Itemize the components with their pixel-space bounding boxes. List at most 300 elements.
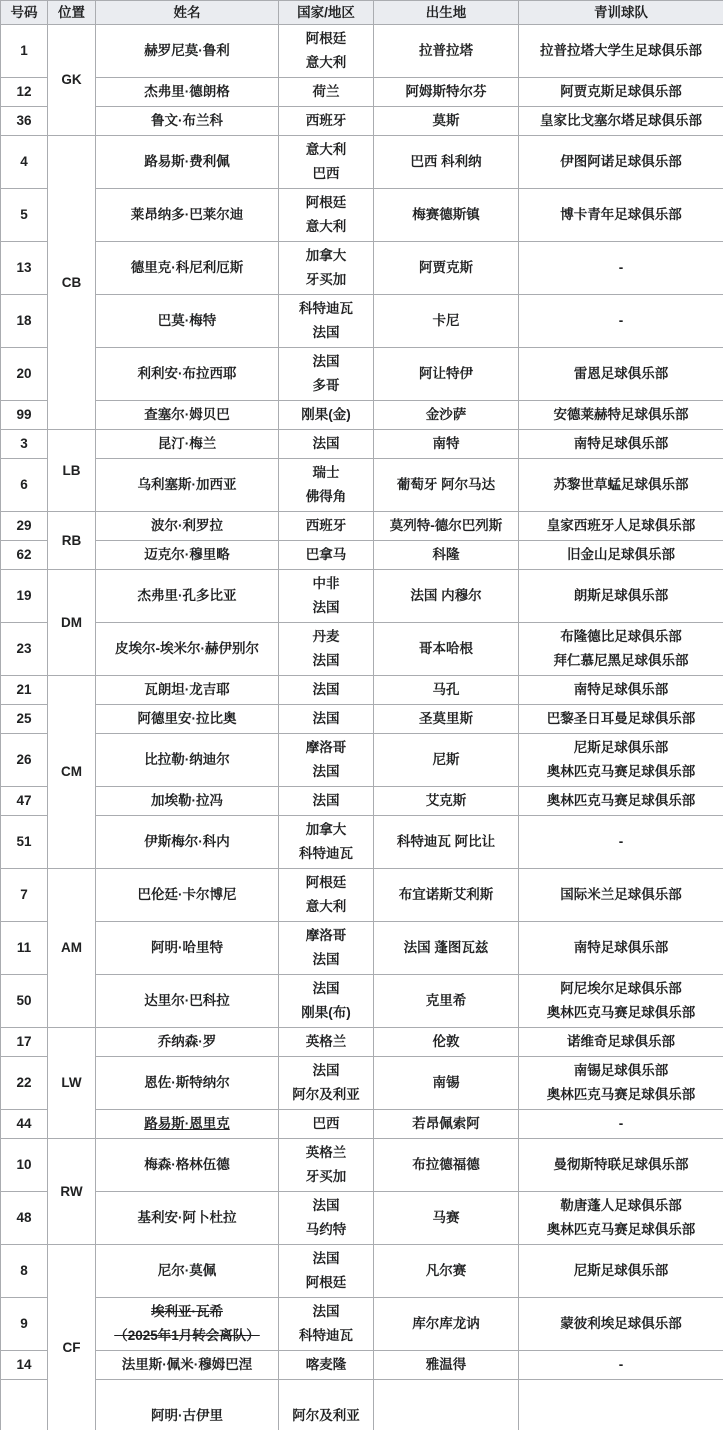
birthplace-cell: 梅赛德斯镇 <box>374 189 519 242</box>
player-row <box>1 136 723 189</box>
position-cell: CB <box>48 136 96 430</box>
youth-club-cell <box>519 1380 723 1430</box>
country-cell <box>279 512 374 541</box>
country-cell <box>279 459 374 512</box>
country-cell <box>279 816 374 869</box>
youth-club-cell-line: 尼斯足球俱乐部 <box>573 1263 669 1278</box>
col-header-position: 位置 <box>48 1 96 25</box>
birthplace-cell: 库尔库龙讷 <box>374 1298 519 1351</box>
birthplace-cell: 葡萄牙 阿尔马达 <box>374 459 519 512</box>
country-cell <box>279 25 374 78</box>
player-row <box>1 348 723 401</box>
youth-club-cell <box>519 459 723 512</box>
country-cell <box>279 242 374 295</box>
position-cell: LW <box>48 1028 96 1139</box>
youth-club-cell <box>519 1139 723 1192</box>
player-number: 23 <box>1 623 48 676</box>
player-row <box>1 623 723 676</box>
country-cell-line: 法国 <box>312 354 340 369</box>
youth-club-cell-line: - <box>618 313 624 328</box>
birthplace-cell: 阿贾克斯 <box>374 242 519 295</box>
youth-club-cell <box>519 676 723 705</box>
country-cell-line: 荷兰 <box>312 84 340 99</box>
player-number: 99 <box>1 401 48 430</box>
player-name-cell <box>96 1028 279 1057</box>
player-name-cell <box>96 734 279 787</box>
player-number: 36 <box>1 107 48 136</box>
player-row <box>1 570 723 623</box>
col-header-number: 号码 <box>1 1 48 25</box>
player-row <box>1 78 723 107</box>
player-number: 48 <box>1 1192 48 1245</box>
player-number: 19 <box>1 570 48 623</box>
youth-club-cell-line: 奥林匹克马赛足球俱乐部 <box>546 1087 696 1102</box>
youth-club-cell-line: 奥林匹克马赛足球俱乐部 <box>546 764 696 779</box>
youth-club-cell-line: 蒙彼利埃足球俱乐部 <box>560 1316 682 1331</box>
youth-club-cell <box>519 623 723 676</box>
player-name-cell <box>96 189 279 242</box>
country-cell-line: 法国 <box>312 1304 340 1319</box>
player-name-cell-line[interactable]: 路易斯·恩里克 <box>144 1116 230 1131</box>
player-row <box>1 1380 723 1430</box>
player-name-cell-line: 基利安·阿卜杜拉 <box>137 1210 237 1225</box>
youth-club-cell-line: 阿贾克斯足球俱乐部 <box>560 84 682 99</box>
player-name-cell <box>96 78 279 107</box>
birthplace-cell: 布拉德福德 <box>374 1139 519 1192</box>
player-row <box>1 295 723 348</box>
player-name-cell <box>96 922 279 975</box>
birthplace-cell: 科隆 <box>374 541 519 570</box>
position-cell: LB <box>48 430 96 512</box>
country-cell-line: 瑞士 <box>312 465 340 480</box>
player-name-cell-line: 路易斯·费利佩 <box>144 154 230 169</box>
youth-club-cell-line: 皇家西班牙人足球俱乐部 <box>546 518 696 533</box>
player-row <box>1 1139 723 1192</box>
player-name-cell-line: 伊斯梅尔·科内 <box>144 834 230 849</box>
birthplace-cell: 拉普拉塔 <box>374 25 519 78</box>
country-cell-line: 意大利 <box>305 899 347 914</box>
birthplace-cell: 若昂佩索阿 <box>374 1110 519 1139</box>
player-number: 44 <box>1 1110 48 1139</box>
player-row <box>1 734 723 787</box>
player-row <box>1 1057 723 1110</box>
player-name-cell <box>96 816 279 869</box>
youth-club-cell-line: 南特足球俱乐部 <box>573 436 669 451</box>
country-cell-line: 英格兰 <box>305 1145 347 1160</box>
player-name-cell-line: 迈克尔·穆里略 <box>144 547 230 562</box>
country-cell-line: 摩洛哥 <box>305 928 347 943</box>
birthplace-cell: 尼斯 <box>374 734 519 787</box>
player-name-cell <box>96 242 279 295</box>
country-cell-line: 法国 <box>312 682 340 697</box>
country-cell-line: 法国 <box>312 1251 340 1266</box>
birthplace-cell: 阿姆斯特尔芬 <box>374 78 519 107</box>
youth-club-cell-line: 皇家比戈塞尔塔足球俱乐部 <box>540 113 702 128</box>
country-cell-line: 法国 <box>312 600 340 615</box>
country-cell-line: 法国 <box>312 325 340 340</box>
player-name-cell <box>96 25 279 78</box>
country-cell-line: 佛得角 <box>305 489 347 504</box>
youth-club-cell <box>519 1057 723 1110</box>
position-cell: GK <box>48 25 96 136</box>
player-row <box>1 1298 723 1351</box>
country-cell <box>279 295 374 348</box>
youth-club-cell <box>519 1298 723 1351</box>
country-cell-line: 英格兰 <box>305 1034 347 1049</box>
country-cell-line: 科特迪瓦 <box>299 301 353 316</box>
country-cell-line: 西班牙 <box>305 518 347 533</box>
player-name-cell <box>96 401 279 430</box>
player-number: 17 <box>1 1028 48 1057</box>
player-row <box>1 512 723 541</box>
youth-club-cell-line: 旧金山足球俱乐部 <box>567 547 675 562</box>
player-number: 3 <box>1 430 48 459</box>
position-cell: RW <box>48 1139 96 1245</box>
youth-club-cell-line: 安德莱赫特足球俱乐部 <box>553 407 689 422</box>
player-number: 5 <box>1 189 48 242</box>
player-number: 14 <box>1 1351 48 1380</box>
country-cell-line: 巴西 <box>312 1116 340 1131</box>
country-cell-line: 摩洛哥 <box>305 740 347 755</box>
player-name-cell <box>96 512 279 541</box>
player-row <box>1 676 723 705</box>
youth-club-cell-line: 苏黎世草蜢足球俱乐部 <box>553 477 689 492</box>
player-name-cell-line: 比拉勒·纳迪尔 <box>144 752 230 767</box>
country-cell-line: 阿尔及利亚 <box>292 1407 360 1423</box>
youth-club-cell-line: 国际米兰足球俱乐部 <box>560 887 682 902</box>
youth-club-cell <box>519 242 723 295</box>
col-header-youth-club: 青训球队 <box>519 1 723 25</box>
player-name-cell-line: 阿明·哈里特 <box>151 940 223 955</box>
birthplace-cell: 南特 <box>374 430 519 459</box>
player-name-cell <box>96 623 279 676</box>
country-cell-line: 科特迪瓦 <box>299 1328 353 1343</box>
country-cell-line: 阿尔及利亚 <box>292 1087 360 1102</box>
country-cell-line: 法国 <box>312 952 340 967</box>
player-name-cell <box>96 459 279 512</box>
player-name-cell <box>96 1245 279 1298</box>
youth-club-cell <box>519 975 723 1028</box>
birthplace-cell: 科特迪瓦 阿比让 <box>374 816 519 869</box>
country-cell-line: 阿根廷 <box>305 31 347 46</box>
player-number: 6 <box>1 459 48 512</box>
player-number: 11 <box>1 922 48 975</box>
player-name-cell-line: 乔纳森·罗 <box>157 1034 217 1049</box>
player-name-cell-line: 巴莫·梅特 <box>157 313 217 328</box>
player-row <box>1 1028 723 1057</box>
col-header-country: 国家/地区 <box>279 1 374 25</box>
country-cell-line: 丹麦 <box>312 629 340 644</box>
player-number: 50 <box>1 975 48 1028</box>
youth-club-cell <box>519 136 723 189</box>
player-name-cell <box>96 676 279 705</box>
player-name-cell <box>96 1139 279 1192</box>
player-row <box>1 1245 723 1298</box>
player-row <box>1 459 723 512</box>
country-cell <box>279 734 374 787</box>
player-number: 9 <box>1 1298 48 1351</box>
country-cell-line: 中非 <box>312 576 340 591</box>
player-name-cell <box>96 975 279 1028</box>
country-cell <box>279 1057 374 1110</box>
player-number: 7 <box>1 869 48 922</box>
birthplace-cell: 圣莫里斯 <box>374 705 519 734</box>
player-number: 12 <box>1 78 48 107</box>
player-name-cell-line: 达里尔·巴科拉 <box>144 993 230 1008</box>
country-cell <box>279 869 374 922</box>
country-cell-line: 法国 <box>312 981 340 996</box>
player-name-cell <box>96 430 279 459</box>
country-cell <box>279 623 374 676</box>
player-name-cell-line: （2025年1月转会离队） <box>114 1328 260 1343</box>
col-header-name: 姓名 <box>96 1 279 25</box>
birthplace-cell: 哥本哈根 <box>374 623 519 676</box>
country-cell <box>279 1139 374 1192</box>
youth-club-cell <box>519 1245 723 1298</box>
youth-club-cell-line: 奥林匹克马赛足球俱乐部 <box>546 1005 696 1020</box>
player-number: 4 <box>1 136 48 189</box>
youth-club-cell <box>519 541 723 570</box>
player-name-cell-line: 皮埃尔-埃米尔·赫伊别尔 <box>115 641 259 656</box>
player-name-cell-line: 查塞尔·姆贝巴 <box>144 407 230 422</box>
country-cell <box>279 541 374 570</box>
youth-club-cell <box>519 107 723 136</box>
country-cell-line: 科特迪瓦 <box>299 846 353 861</box>
birthplace-cell: 莫斯 <box>374 107 519 136</box>
player-number: 29 <box>1 512 48 541</box>
youth-club-cell-line: 伊图阿诺足球俱乐部 <box>560 154 682 169</box>
player-row <box>1 1192 723 1245</box>
player-row <box>1 705 723 734</box>
col-header-birthplace: 出生地 <box>374 1 519 25</box>
player-name-cell <box>96 107 279 136</box>
youth-club-cell-line: 曼彻斯特联足球俱乐部 <box>553 1157 689 1172</box>
player-name-cell <box>96 1298 279 1351</box>
youth-club-cell-line: 南锡足球俱乐部 <box>573 1063 669 1078</box>
country-cell <box>279 189 374 242</box>
country-cell-line: 刚果(布) <box>301 1005 351 1020</box>
player-row <box>1 401 723 430</box>
country-cell-line: 加拿大 <box>305 248 347 263</box>
youth-club-cell-line: 阿尼埃尔足球俱乐部 <box>560 981 682 996</box>
youth-club-cell <box>519 512 723 541</box>
youth-club-cell-line: 博卡青年足球俱乐部 <box>560 207 682 222</box>
player-name-cell-line: 莱昂纳多·巴莱尔迪 <box>130 207 244 222</box>
player-row <box>1 107 723 136</box>
player-name-cell-line: 加埃勒·拉冯 <box>151 793 223 808</box>
player-name-cell-line: 乌利塞斯·加西亚 <box>137 477 237 492</box>
player-row <box>1 975 723 1028</box>
youth-club-cell <box>519 401 723 430</box>
country-cell-line: 法国 <box>312 436 340 451</box>
player-name-cell-line: 梅森·格林伍德 <box>144 1157 230 1172</box>
player-name-cell-line: 昆汀·梅兰 <box>157 436 217 451</box>
country-cell <box>279 401 374 430</box>
player-name-cell-line: 阿明·古伊里 <box>151 1407 223 1423</box>
country-cell-line: 法国 <box>312 653 340 668</box>
youth-club-cell <box>519 869 723 922</box>
youth-club-cell <box>519 295 723 348</box>
birthplace-cell: 卡尼 <box>374 295 519 348</box>
country-cell-line: 西班牙 <box>305 113 347 128</box>
country-cell <box>279 430 374 459</box>
country-cell-line: 法国 <box>312 764 340 779</box>
position-cell: CM <box>48 676 96 869</box>
country-cell <box>279 78 374 107</box>
player-number: 10 <box>1 1139 48 1192</box>
youth-club-cell <box>519 1110 723 1139</box>
country-cell <box>279 705 374 734</box>
youth-club-cell <box>519 1028 723 1057</box>
youth-club-cell-line: - <box>618 1357 624 1372</box>
country-cell-line: 阿根廷 <box>305 875 347 890</box>
player-name-cell-line: 杰弗里·德朗格 <box>144 84 230 99</box>
player-name-cell-line: 利利安·布拉西耶 <box>137 366 237 381</box>
youth-club-cell <box>519 78 723 107</box>
player-name-cell <box>96 1057 279 1110</box>
birthplace-cell: 雅温得 <box>374 1351 519 1380</box>
birthplace-cell: 伦敦 <box>374 1028 519 1057</box>
country-cell-line: 多哥 <box>312 378 340 393</box>
country-cell-line: 法国 <box>312 711 340 726</box>
player-row <box>1 189 723 242</box>
player-name-cell <box>96 1380 279 1430</box>
player-row <box>1 869 723 922</box>
birthplace-cell: 南锡 <box>374 1057 519 1110</box>
player-number <box>1 1380 48 1430</box>
position-cell: DM <box>48 570 96 676</box>
youth-club-cell <box>519 189 723 242</box>
youth-club-cell <box>519 922 723 975</box>
player-number: 20 <box>1 348 48 401</box>
youth-club-cell-line: 拉普拉塔大学生足球俱乐部 <box>540 43 702 58</box>
youth-club-cell <box>519 787 723 816</box>
player-row <box>1 1110 723 1139</box>
country-cell-line: 意大利 <box>305 55 347 70</box>
youth-club-cell <box>519 734 723 787</box>
header-row <box>1 1 723 25</box>
country-cell <box>279 107 374 136</box>
player-name-cell-line: 德里克·科尼利厄斯 <box>130 260 244 275</box>
youth-club-cell-line: - <box>618 834 624 849</box>
youth-club-cell <box>519 1351 723 1380</box>
player-number: 26 <box>1 734 48 787</box>
youth-club-cell-line: 雷恩足球俱乐部 <box>573 366 669 381</box>
player-number: 47 <box>1 787 48 816</box>
country-cell-line: 阿根廷 <box>305 195 347 210</box>
country-cell-line: 牙买加 <box>305 1169 347 1184</box>
country-cell <box>279 1351 374 1380</box>
player-name-cell[interactable] <box>96 1110 279 1139</box>
country-cell-line: 牙买加 <box>305 272 347 287</box>
birthplace-cell: 莫列特-德尔巴列斯 <box>374 512 519 541</box>
country-cell <box>279 570 374 623</box>
birthplace-cell: 马孔 <box>374 676 519 705</box>
player-number: 21 <box>1 676 48 705</box>
country-cell <box>279 975 374 1028</box>
player-number: 1 <box>1 25 48 78</box>
youth-club-cell <box>519 570 723 623</box>
position-cell: RB <box>48 512 96 570</box>
player-name-cell <box>96 136 279 189</box>
youth-club-cell <box>519 705 723 734</box>
player-number: 51 <box>1 816 48 869</box>
player-row <box>1 1351 723 1380</box>
country-cell-line: 喀麦隆 <box>305 1357 347 1372</box>
youth-club-cell <box>519 25 723 78</box>
youth-club-cell-line: 尼斯足球俱乐部 <box>573 740 669 755</box>
youth-club-cell-line: 巴黎圣日耳曼足球俱乐部 <box>546 711 696 726</box>
position-cell: CF <box>48 1245 96 1430</box>
youth-club-cell <box>519 348 723 401</box>
country-cell <box>279 1110 374 1139</box>
country-cell <box>279 1380 374 1430</box>
player-name-cell-line: 埃利亚·瓦希 <box>151 1304 223 1319</box>
country-cell <box>279 787 374 816</box>
player-name-cell-line: 赫罗尼莫·鲁利 <box>144 43 230 58</box>
player-name-cell <box>96 295 279 348</box>
country-cell <box>279 922 374 975</box>
player-name-cell <box>96 787 279 816</box>
position-cell: AM <box>48 869 96 1028</box>
youth-club-cell-line: 奥林匹克马赛足球俱乐部 <box>546 1222 696 1237</box>
player-name-cell <box>96 541 279 570</box>
youth-club-cell <box>519 1192 723 1245</box>
player-name-cell <box>96 1351 279 1380</box>
player-row <box>1 816 723 869</box>
country-cell-line: 马约特 <box>305 1222 347 1237</box>
birthplace-cell: 马赛 <box>374 1192 519 1245</box>
youth-club-cell-line: 布隆德比足球俱乐部 <box>560 629 682 644</box>
player-name-cell <box>96 348 279 401</box>
country-cell-line: 意大利 <box>305 219 347 234</box>
youth-club-cell <box>519 816 723 869</box>
player-row <box>1 25 723 78</box>
birthplace-cell: 凡尔赛 <box>374 1245 519 1298</box>
youth-club-cell-line: 拜仁慕尼黑足球俱乐部 <box>553 653 689 668</box>
youth-club-cell-line: - <box>618 1116 624 1131</box>
player-number: 13 <box>1 242 48 295</box>
birthplace-cell: 克里希 <box>374 975 519 1028</box>
player-number: 62 <box>1 541 48 570</box>
player-number: 25 <box>1 705 48 734</box>
country-cell-line: 阿根廷 <box>305 1275 347 1290</box>
country-cell <box>279 676 374 705</box>
player-row <box>1 430 723 459</box>
youth-club-cell-line: 南特足球俱乐部 <box>573 940 669 955</box>
birthplace-cell: 金沙萨 <box>374 401 519 430</box>
country-cell-line: 法国 <box>312 1198 340 1213</box>
player-name-cell-line: 恩佐·斯特纳尔 <box>144 1075 230 1090</box>
player-name-cell-line: 波尔·利罗拉 <box>151 518 223 533</box>
player-number: 18 <box>1 295 48 348</box>
player-name-cell-line: 瓦朗坦·龙吉耶 <box>144 682 230 697</box>
country-cell <box>279 136 374 189</box>
youth-club-cell-line: - <box>618 260 624 275</box>
birthplace-cell: 法国 内穆尔 <box>374 570 519 623</box>
country-cell-line: 巴西 <box>312 166 340 181</box>
player-row <box>1 922 723 975</box>
youth-club-cell-line: 奥林匹克马赛足球俱乐部 <box>546 793 696 808</box>
player-name-cell-line: 巴伦廷·卡尔博尼 <box>137 887 237 902</box>
country-cell-line: 刚果(金) <box>301 407 351 422</box>
player-name-cell <box>96 869 279 922</box>
birthplace-cell: 巴西 科利纳 <box>374 136 519 189</box>
player-number: 22 <box>1 1057 48 1110</box>
player-name-cell-line: 杰弗里·孔多比亚 <box>137 588 237 603</box>
player-number: 8 <box>1 1245 48 1298</box>
country-cell <box>279 1298 374 1351</box>
